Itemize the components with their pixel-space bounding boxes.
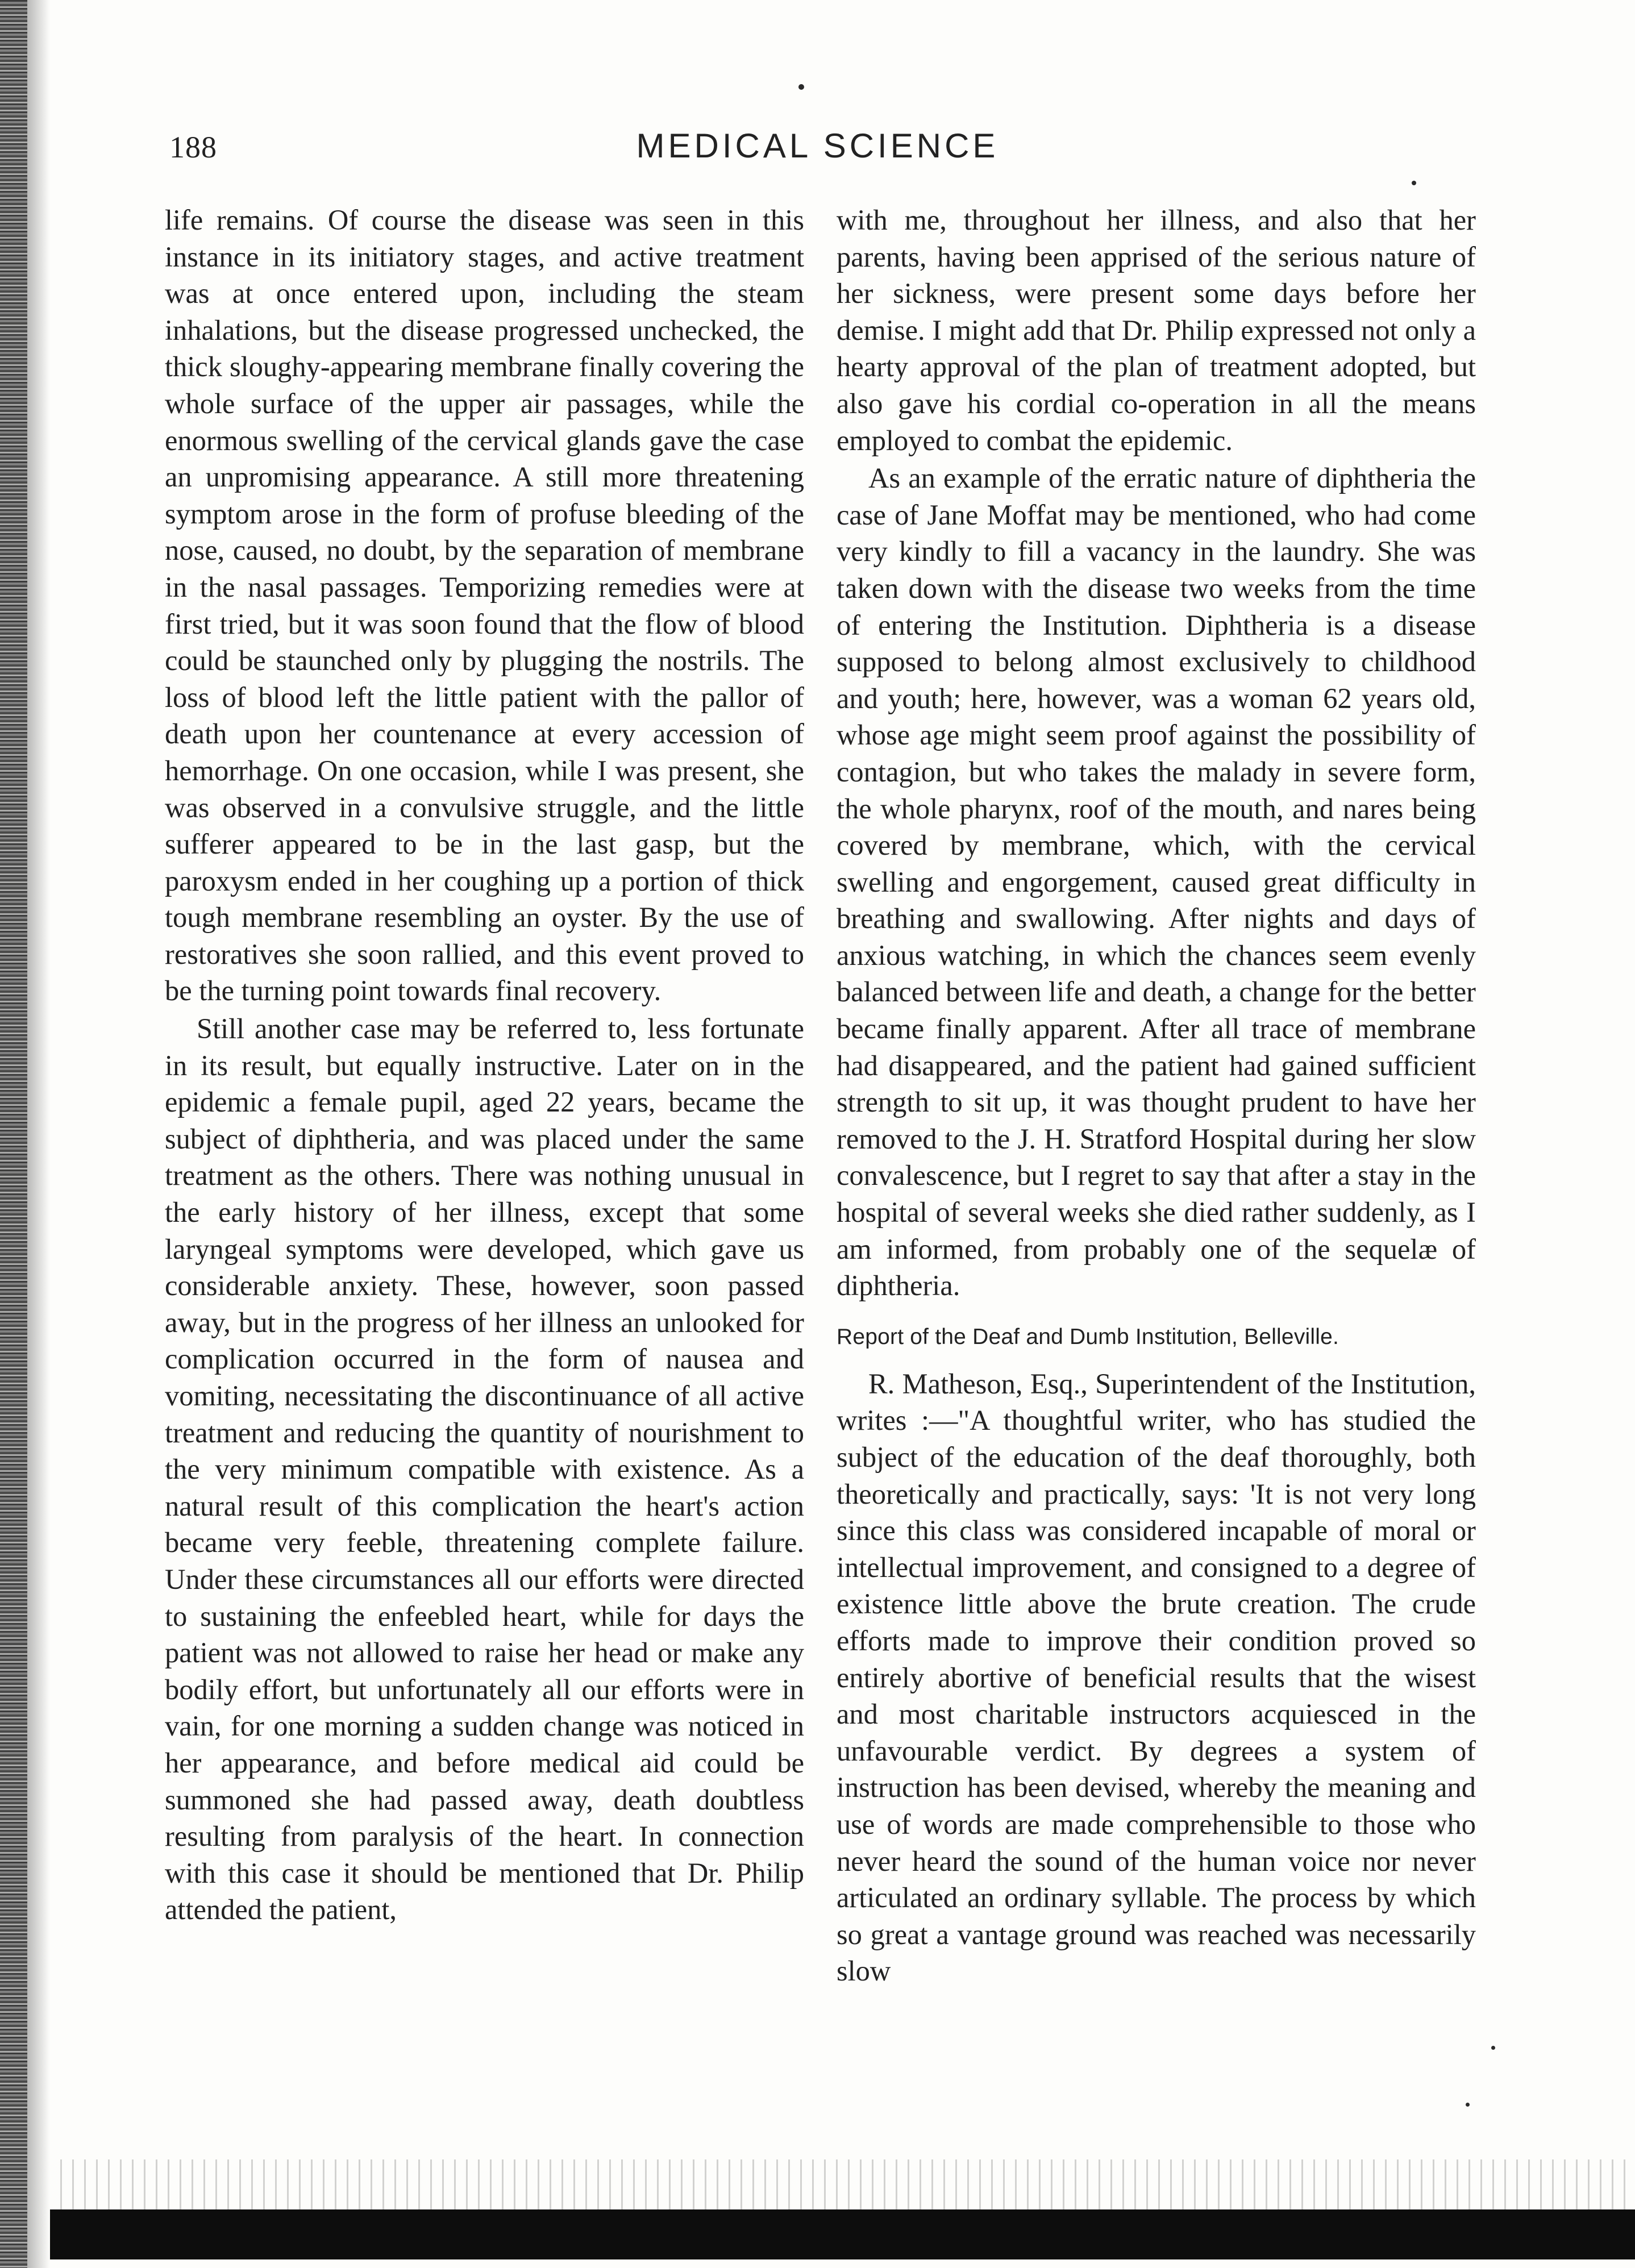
left-text-column [165, 202, 804, 1928]
binding-shadow [27, 0, 50, 2268]
paragraph: Still another case may be referred to, less fortunate in its result, but equally instructive. Later on in the epidemic a female pupil, aged 22 years, became the subject of diphtheria, and was placed under the same treatment as the others. There was nothing unusual in the early history of her illness, except that some laryngeal symptoms were developed, which gave us considerable anxiety. These, however, soon passed away, but in the progress of her illness an unlooked for complication occurred in the form of nausea and vomiting, necessitating the discontinuance of all active treatment and reducing the quantity of nourishment to the very minimum compatible with existence. As a natural result of this complication the heart's action became very feeble, threatening complete failure. Under these circumstances all our efforts were directed to sustaining the enfeebled heart, while for days the patient was not allowed to raise her head or make any bodily effort, but unfortunately all our efforts were in vain, for one morning a sudden change was noticed in her appearance, and before medical aid could be summoned she had passed away, death doubtless resulting from paralysis of the heart. In connection with this case it should be mentioned that Dr. Philip attended the patient, [165, 1013, 804, 1926]
book-binding-edge [0, 0, 27, 2268]
paragraph: with me, throughout her illness, and also that her parents, having been apprised of the serious nature of her sickness, were present some days before her demise. I might add that Dr. Philip expressed not only a hearty approval of the plan of treatment adopted, but also gave his cordial co-operation in all the means employed to combat the epidemic. [837, 204, 1476, 456]
scan-bottom-border [50, 2209, 1635, 2259]
scan-speck [1466, 2103, 1470, 2107]
paragraph: As an example of the erratic nature of diphtheria the case of Jane Moffat may be mentioned, who had come very kindly to fill a vacancy in the laundry. She was taken down with the disease two weeks from the time of entering the Institution. Diphtheria is a disease supposed to belong almost exclusively to childhood and youth; here, however, was a woman 62 years old, whose age might seem proof against the possibility of contagion, but who takes the malady in severe form, the whole pharynx, roof of the mouth, and nares being covered by membrane, which, with the cervical swelling and engorgement, caused great difficulty in breathing and swallowing. After nights and days of anxious watching, in which the chances seem evenly balanced between life and death, a change for the better became finally apparent. After all trace of membrane had disappeared, and the patient had gained sufficient strength to sit up, it was thought prudent to have her removed to the J. H. Stratford Hospital during her slow convalescence, but I regret to say that after a stay in the hospital of several weeks she died rather suddenly, as I am informed, from probably one of the sequelæ of diphtheria. [837, 462, 1476, 1302]
section-heading: Report of the Deaf and Dumb Institution, Belleville. [837, 1324, 1339, 1349]
page-number: 188 [169, 130, 217, 164]
scan-speck [798, 84, 804, 90]
scan-speck [1491, 2046, 1495, 2050]
scan-noise [50, 2159, 1635, 2209]
running-head: MEDICAL SCIENCE [636, 127, 999, 165]
paragraph: life remains. Of course the disease was seen in this instance in its initiatory stages, and active treatment was at once entered upon, including the steam inhalations, but the disease progressed unchecked, the thick sloughy-appearing membrane finally covering the whole surface of the upper air passages, while the enormous swelling of the cervical glands gave the case an unpromising appearance. A still more threatening symptom arose in the form of profuse bleeding of the nose, caused, no doubt, by the separation of membrane in the nasal passages. Temporizing remedies were at first tried, but it was soon found that the flow of blood could be staunched only by plugging the nostrils. The loss of blood left the little patient with the pallor of death upon her countenance at every accession of hemorrhage. On one occasion, while I was present, she was observed in a convulsive struggle, and the little sufferer appeared to be in the last gasp, but the paroxysm ended in her coughing up a portion of thick tough membrane resembling an oyster. By the use of restoratives she soon rallied, and this event proved to be the turning point towards final recovery. [165, 204, 804, 1007]
paragraph: R. Matheson, Esq., Superintendent of the Institution, writes :—"A thoughtful writer, who has studied the subject of the education of the deaf thoroughly, both theoretically and practically, says: 'It is not very long since this class was considered incapable of moral or intellectual improvement, and consigned to a degree of existence little above the brute creation. The crude efforts made to improve their condition proved so entirely abortive of beneficial results that the wisest and most charitable instructors acquiesced in the unfavourable verdict. By degrees a system of instruction has been devised, whereby the meaning and use of words are made comprehensible to those who never heard the sound of the human voice nor never articulated an ordinary syllable. The process by which so great a vantage ground was reached was necessarily slow [837, 1367, 1476, 1987]
right-text-column [837, 202, 1476, 1990]
scan-speck [1412, 181, 1416, 185]
